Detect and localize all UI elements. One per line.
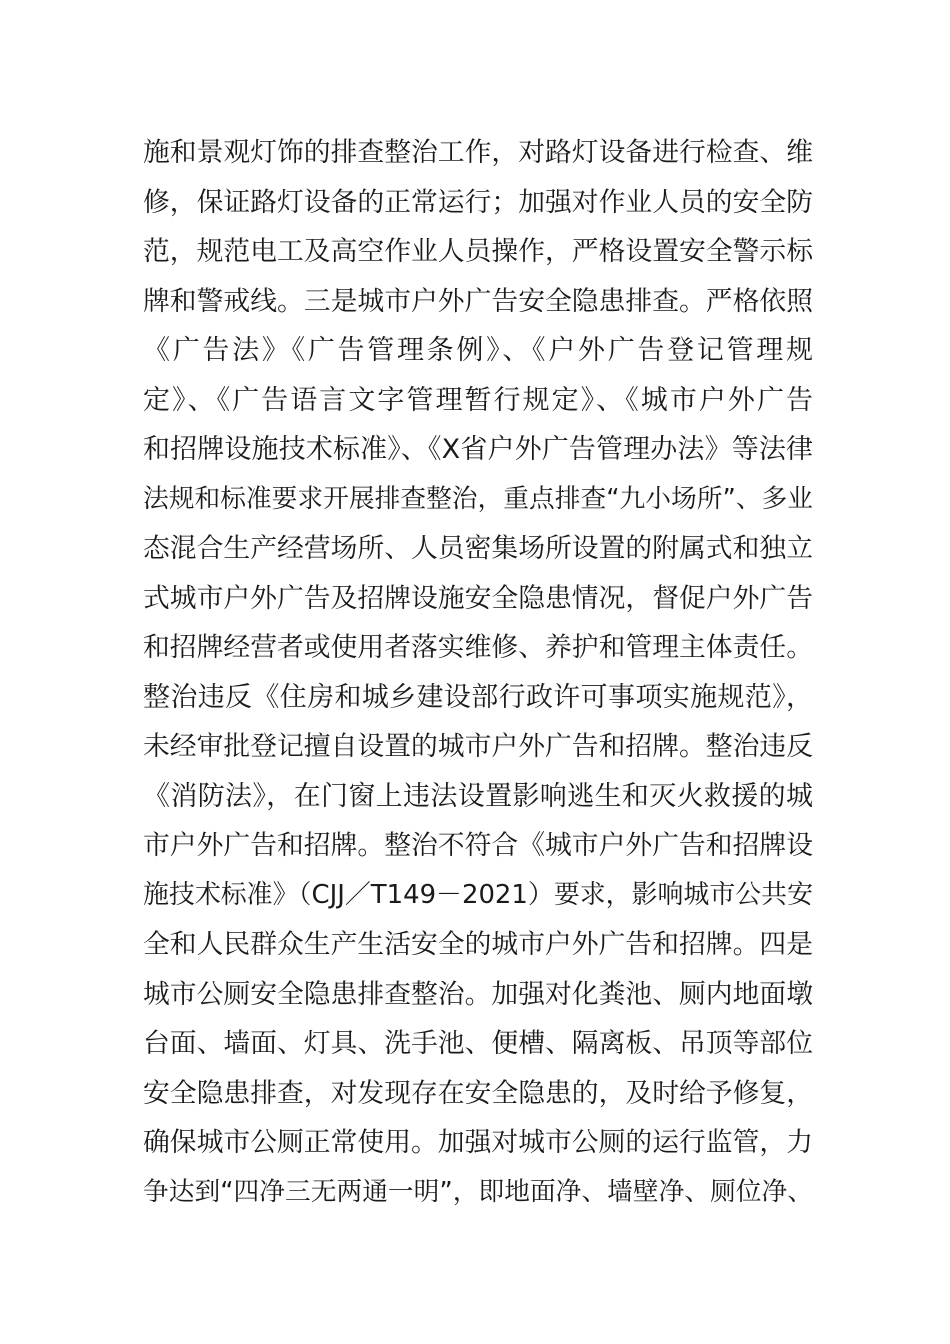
text-line-12: 整治违反《住房和城乡建设部行政许可事项实施规范》， bbox=[143, 681, 813, 713]
text-line-1: 施和景观灯饰的排查整治工作，对路灯设备进行检查、维 bbox=[143, 137, 813, 168]
text-line-20: 安全隐患排查，对发现存在安全隐患的，及时给予修复， bbox=[143, 1077, 813, 1109]
text-line-4: 牌和警戒线。三是城市户外广告安全隐患排查。严格依照 bbox=[143, 285, 813, 317]
text-line-5: 《广告法》《广告管理条例》、《户外广告登记管理规 bbox=[143, 335, 813, 366]
text-line-16: 施技术标准》（CJJ／T149－2021）要求，影响城市公共安 bbox=[143, 879, 813, 910]
text-line-13: 未经审批登记擅自设置的城市户外广告和招牌。整治违反 bbox=[143, 731, 813, 762]
text-line-17: 全和人民群众生产生活安全的城市户外广告和招牌。四是 bbox=[143, 929, 813, 960]
body-paragraph bbox=[143, 128, 813, 1217]
text-line-11: 和招牌经营者或使用者落实维修、养护和管理主体责任。 bbox=[143, 632, 813, 663]
text-line-10: 式城市户外广告及招牌设施安全隐患情况，督促户外广告 bbox=[143, 582, 813, 614]
text-line-9: 态混合生产经营场所、人员密集场所设置的附属式和独立 bbox=[143, 533, 813, 564]
text-line-7: 和招牌设施技术标准》、《X省户外广告管理办法》等法律 bbox=[143, 434, 813, 465]
text-line-6: 定》、《广告语言文字管理暂行规定》、《城市户外广告 bbox=[143, 384, 813, 416]
text-line-8: 法规和标准要求开展排查整治，重点排查“九小场所”、多业 bbox=[143, 483, 813, 514]
text-line-19: 台面、墙面、灯具、洗手池、便槽、隔离板、吊顶等部位 bbox=[143, 1028, 813, 1059]
text-line-21: 确保城市公厕正常使用。加强对城市公厕的运行监管，力 bbox=[143, 1127, 813, 1158]
text-line-2: 修，保证路灯设备的正常运行；加强对作业人员的安全防 bbox=[143, 186, 813, 218]
text-line-3: 范，规范电工及高空作业人员操作，严格设置安全警示标 bbox=[143, 236, 813, 267]
text-line-22: 争达到“四净三无两通一明”，即地面净、墙壁净、厕位净、 bbox=[143, 1176, 813, 1207]
text-line-15: 市户外广告和招牌。整治不符合《城市户外广告和招牌设 bbox=[143, 830, 813, 861]
text-line-14: 《消防法》，在门窗上违法设置影响逃生和灭火救援的城 bbox=[143, 780, 813, 812]
text-line-18: 城市公厕安全隐患排查整治。加强对化粪池、厕内地面墩 bbox=[143, 978, 813, 1010]
